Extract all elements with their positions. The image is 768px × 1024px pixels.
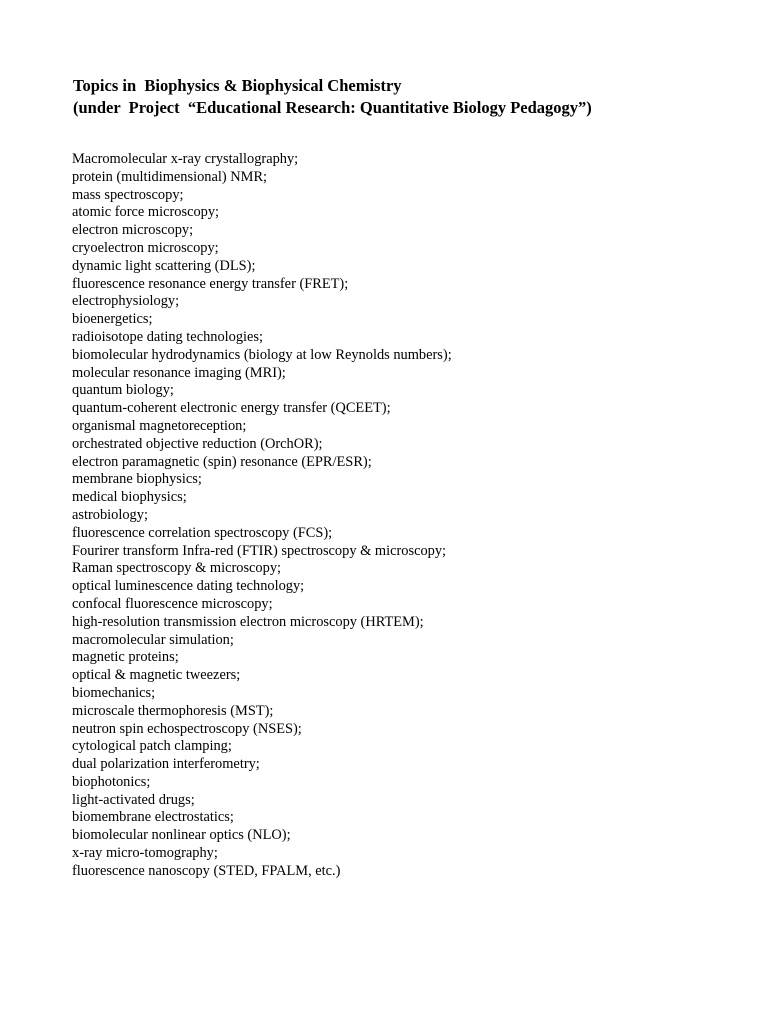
topic-item: astrobiology; [72, 506, 148, 523]
topic-item: high-resolution transmission electron microscopy (HRTEM); [72, 613, 424, 630]
topic-item: magnetic proteins; [72, 649, 179, 666]
topic-item: optical & magnetic tweezers; [72, 667, 241, 684]
topics-list [72, 151, 752, 881]
topic-item: fluorescence nanoscopy (STED, FPALM, etc.) [72, 862, 341, 879]
topic-item: Raman spectroscopy & microscopy; [72, 560, 282, 577]
topic-item: macromolecular simulation; [72, 631, 234, 648]
topic-item: orchestrated objective reduction (OrchOR); [72, 435, 323, 452]
topic-item: light-activated drugs; [72, 791, 195, 808]
topic-item: electrophysiology; [72, 293, 180, 310]
topic-item: mass spectroscopy; [72, 186, 184, 203]
topic-item: electron paramagnetic (spin) resonance (EPR/ESR); [72, 453, 372, 470]
topic-item: atomic force microscopy; [72, 204, 220, 221]
topic-item: protein (multidimensional) NMR; [72, 168, 268, 185]
topic-item: cytological patch clamping; [72, 738, 232, 755]
topic-item: cryoelectron microscopy; [72, 239, 219, 256]
topic-item: confocal fluorescence microscopy; [72, 595, 273, 612]
topic-item: dual polarization interferometry; [72, 756, 260, 773]
topic-item: bioenergetics; [72, 311, 153, 328]
topic-item: microscale thermophoresis (MST); [72, 702, 274, 719]
title-line-1: Topics in Biophysics & Biophysical Chemistry [73, 76, 402, 95]
topic-item: electron microscopy; [72, 222, 194, 239]
topic-item: radioisotope dating technologies; [72, 328, 264, 345]
topic-item: dynamic light scattering (DLS); [72, 257, 256, 274]
topic-item: Macromolecular x-ray crystallography; [72, 151, 299, 167]
topic-item: fluorescence resonance energy transfer (FRET); [72, 275, 349, 292]
topic-item: biomolecular nonlinear optics (NLO); [72, 827, 291, 844]
topic-item: quantum-coherent electronic energy transfer (QCEET); [72, 400, 391, 417]
topic-item: quantum biology; [72, 382, 174, 399]
document-title [73, 75, 753, 119]
topic-item: neutron spin echospectroscopy (NSES); [72, 720, 302, 737]
topic-item: biomechanics; [72, 684, 156, 701]
topic-item: membrane biophysics; [72, 471, 202, 488]
topic-item: Fourirer transform Infra-red (FTIR) spectroscopy & microscopy; [72, 542, 447, 559]
topic-item: biophotonics; [72, 773, 151, 790]
topic-item: fluorescence correlation spectroscopy (FCS); [72, 524, 333, 541]
topic-item: optical luminescence dating technology; [72, 578, 305, 595]
topic-item: medical biophysics; [72, 489, 187, 506]
topic-item: organismal magnetoreception; [72, 417, 247, 434]
topic-item: biomolecular hydrodynamics (biology at low Reynolds numbers); [72, 346, 452, 363]
topic-item: x-ray micro-tomography; [72, 845, 218, 862]
topic-item: biomembrane electrostatics; [72, 809, 234, 826]
topic-item: molecular resonance imaging (MRI); [72, 364, 286, 381]
title-line-2: (under Project “Educational Research: Quantitative Biology Pedagogy”) [73, 98, 592, 117]
